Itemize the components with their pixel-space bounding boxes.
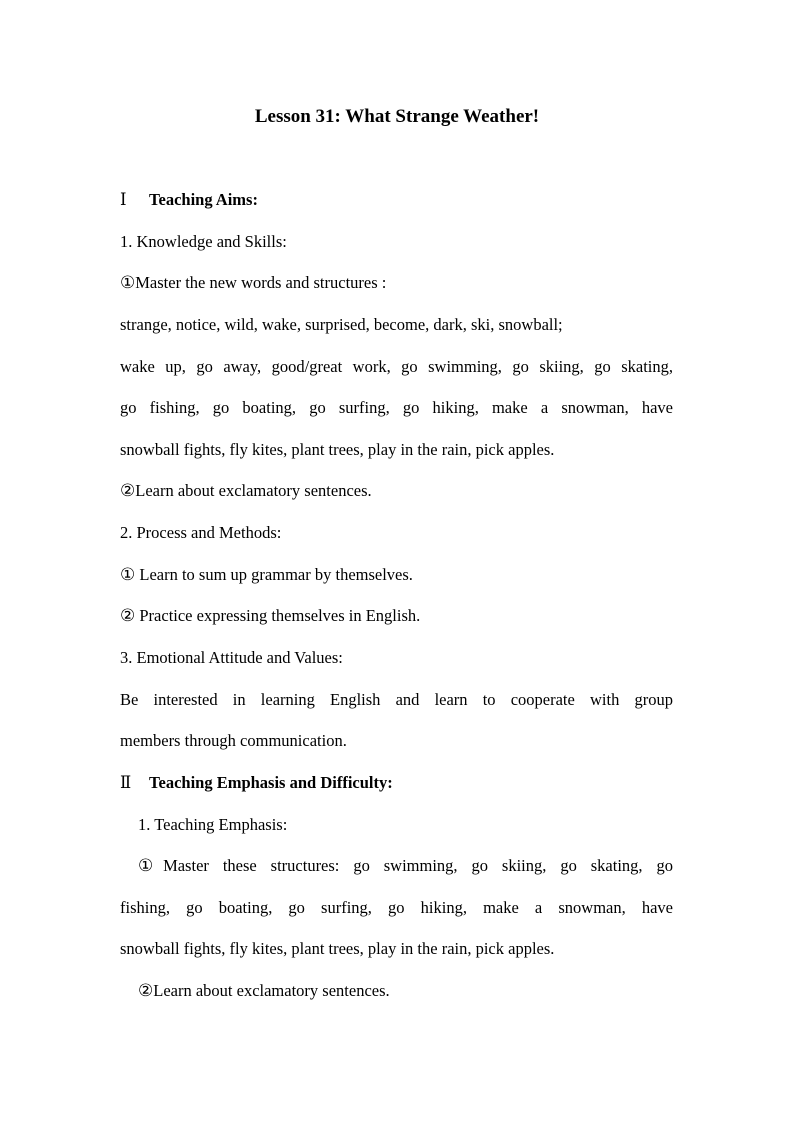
subheading-teaching-emphasis: 1. Teaching Emphasis: [138,815,288,834]
section-heading-teaching-aims [120,189,673,211]
paragraph-line: wake up, go away, good/great work, go swimming, go skiing, go skating, [120,357,673,376]
subheading-emotional-attitude: 3. Emotional Attitude and Values: [120,648,343,667]
circled-number-marker: ② [120,481,136,501]
list-item [138,980,673,1002]
list-item-text: Learn about exclamatory sentences. [135,481,372,500]
paragraph-line: fishing, go boating, go surfing, go hiking, make a snowman, have [120,898,673,917]
list-item [120,272,673,294]
paragraph-line: Be interested in learning English and learn to cooperate with group [120,690,673,709]
heading-text: Teaching Emphasis and Difficulty: [149,773,393,792]
list-item-text: Master the new words and structures : [135,273,387,292]
paragraph-line: strange, notice, wild, wake, surprised, become, dark, ski, snowball; [120,315,563,334]
section-heading-emphasis-difficulty [120,772,673,794]
list-item [120,605,673,627]
list-item [120,480,673,502]
heading-text: Teaching Aims: [149,190,258,209]
list-item [120,564,673,586]
list-item-text: Practice expressing themselves in English. [135,606,421,625]
circled-number-marker: ① [120,273,136,293]
paragraph-line: go fishing, go boating, go surfing, go hiking, make a snowman, have [120,398,673,417]
roman-numeral-marker: Ⅰ [120,190,127,209]
page-title: Lesson 31: What Strange Weather! [254,106,540,127]
list-item-text: Learn about exclamatory sentences. [153,981,390,1000]
circled-number-marker: ① [138,856,164,876]
subheading-knowledge-skills: 1. Knowledge and Skills: [120,232,287,251]
list-item-text: Master these structures: go swimming, go skiing, go skating, go [163,856,673,875]
circled-number-marker: ① [120,565,136,585]
subheading-process-methods: 2. Process and Methods: [120,523,282,542]
paragraph-line: members through communication. [120,731,347,750]
roman-numeral-marker: Ⅱ [120,773,132,792]
paragraph-line: snowball fights, fly kites, plant trees, play in the rain, pick apples. [120,440,555,459]
list-item-text: Learn to sum up grammar by themselves. [135,565,413,584]
circled-number-marker: ② [120,606,136,626]
circled-number-marker: ② [138,981,154,1001]
paragraph-line: snowball fights, fly kites, plant trees, play in the rain, pick apples. [120,939,555,958]
list-item [138,855,673,877]
